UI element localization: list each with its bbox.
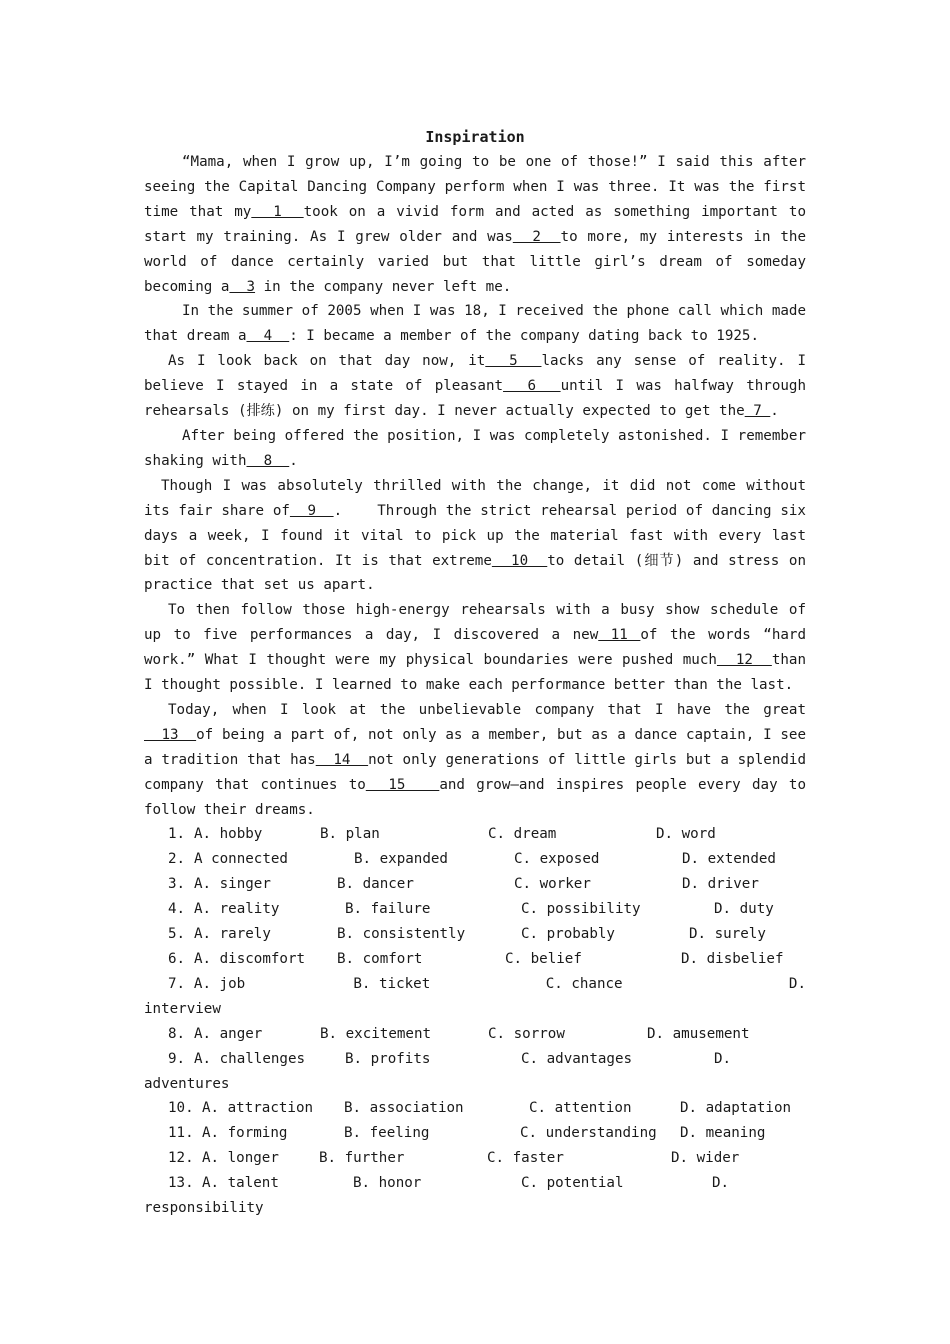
question-1 [144, 822, 806, 847]
option-c: C. chance [545, 975, 623, 992]
blank-2: 2 [512, 228, 561, 245]
option-c: C. dream [488, 826, 557, 843]
option-b: B. consistently [337, 926, 466, 943]
option-d: D. duty [714, 901, 774, 918]
text: of the words “hard work.” What I thought were my physical boundaries were pushed much [144, 627, 807, 669]
option-d: D. extended [682, 851, 776, 868]
question-13 [144, 1171, 806, 1196]
option-b: B. expanded [354, 851, 448, 868]
option-d: D. amusement [647, 1025, 750, 1042]
question-number: 7. [168, 975, 186, 992]
option-a: A. singer [194, 876, 271, 893]
question-11 [144, 1121, 806, 1146]
option-d: D. disbelief [681, 951, 784, 967]
option-d: D. [714, 1050, 732, 1067]
blank-14: 14 [315, 751, 369, 768]
text: of being a part of, not only as a member, but as a dance captain, I see a tradition that has [144, 726, 806, 768]
text: Today, when I look at the unbelievable company that I have the great [168, 701, 806, 718]
option-c: C. possibility [521, 901, 641, 918]
blank-1: 1 [251, 203, 304, 220]
option-c: C. worker [514, 876, 591, 893]
question-5 [144, 922, 806, 947]
option-a: A. talent [202, 1175, 279, 1192]
option-a: A. hobby [194, 826, 263, 843]
blank-3: 3 [229, 278, 256, 295]
blank-4: 4 [246, 328, 290, 345]
question-7 [144, 972, 806, 997]
text: not only generations of little girls but a splendid company that continues to [144, 751, 807, 793]
option-d: D. word [656, 826, 716, 843]
option-a: A connected [194, 851, 288, 868]
option-a: A. longer [202, 1150, 279, 1167]
question-12 [144, 1146, 806, 1171]
question-number: 13. [168, 1175, 194, 1192]
question-number: 6. [168, 951, 186, 967]
text: “Mama, when I grow up, I’m going to be one of those!” I said this after seeing the Capital Dancing Company perform when I was three. It was the first time that my [144, 154, 806, 220]
question-2 [144, 847, 806, 872]
question-7-wrap: interview [144, 1000, 221, 1017]
page-title: Inspiration [425, 128, 525, 146]
question-number: 12. [168, 1150, 194, 1167]
text: and grow—and inspires people every day to follow their dreams. [144, 776, 806, 818]
text: After being offered the position, I was completely astonished. I remember shaking with [144, 427, 806, 469]
option-c: C. potential [521, 1175, 624, 1192]
text: lacks any sense of reality. I believe I stayed in a state of pleasant [144, 353, 806, 395]
blank-5: 5 [485, 353, 542, 370]
text: . [289, 452, 298, 469]
question-number: 3. [168, 876, 186, 893]
text: took on a vivid form and acted as something important to start my training. As I grew older and was [144, 203, 806, 245]
text: than I thought possible. I learned to make each performance better than the last. [144, 652, 807, 694]
option-b: B. comfort [337, 951, 423, 967]
question-8 [144, 1022, 806, 1047]
question-list [144, 822, 806, 1221]
blank-6: 6 [503, 378, 561, 395]
paragraph-3 [144, 349, 806, 424]
question-3 [144, 872, 806, 897]
question-number: 9. [168, 1050, 186, 1067]
text: . Through the strict rehearsal period of dancing six days a week, I found it vital to pick up the material fast with every last bit of concentration. It is that extreme [144, 502, 815, 569]
option-b: B. association [344, 1100, 464, 1117]
option-a: A. challenges [194, 1050, 306, 1067]
text: until I was halfway through rehearsals (排练) on my first day. I never actually expected to get the [144, 378, 807, 420]
question-9 [144, 1047, 806, 1072]
option-b: B. further [319, 1150, 405, 1167]
option-b: B. failure [345, 901, 431, 918]
option-a: A. attraction [202, 1100, 314, 1117]
text: in the company never left me. [255, 278, 512, 295]
question-13-wrap: responsibility [144, 1200, 264, 1217]
option-c: C. understanding [520, 1125, 657, 1142]
option-b: B. plan [320, 826, 380, 843]
text: : I became a member of the company dating back to 1925. [289, 328, 760, 345]
text: To then follow those high-energy rehearsals with a busy show schedule of up to five performances a day, I discovered a new [144, 602, 806, 644]
question-10 [144, 1096, 806, 1121]
blank-7: 7 [744, 403, 771, 420]
option-a: A. job [193, 975, 246, 992]
question-number: 5. [168, 926, 186, 943]
blank-13: 13 [144, 726, 197, 743]
option-c: C. attention [529, 1100, 632, 1117]
option-c: C. belief [505, 951, 582, 967]
question-number: 4. [168, 901, 186, 918]
paragraph-5 [144, 474, 815, 599]
option-a: A. forming [202, 1125, 288, 1142]
option-c: C. sorrow [488, 1025, 565, 1042]
blank-9: 9 [289, 502, 334, 519]
question-number: 1. [168, 826, 186, 843]
option-a: A. anger [194, 1025, 263, 1042]
option-a: A. rarely [194, 926, 271, 943]
blank-10: 10 [491, 552, 548, 569]
blank-8: 8 [246, 452, 290, 469]
question-number: 11. [168, 1125, 194, 1142]
paragraph-1 [144, 150, 806, 299]
paragraph-4 [144, 424, 806, 474]
question-9-wrap: adventures [144, 1075, 230, 1092]
option-d: D. wider [671, 1150, 740, 1167]
option-b: B. feeling [344, 1125, 430, 1142]
blank-12: 12 [716, 652, 772, 669]
paragraph-7 [144, 698, 806, 823]
option-d: D. adaptation [680, 1100, 792, 1117]
passage [144, 150, 815, 1221]
paragraph-6 [144, 598, 806, 698]
option-b: B. ticket [353, 975, 431, 992]
option-b: B. dancer [337, 876, 414, 893]
paragraph-2 [144, 299, 806, 349]
option-a: A. reality [194, 901, 280, 918]
option-b: B. profits [345, 1050, 431, 1067]
blank-15: 15 [365, 776, 440, 793]
option-d: D. surely [689, 926, 766, 943]
text: As I look back on that day now, it [168, 353, 486, 370]
text: to more, my interests in the world of dance certainly varied but that little girl’s dream of someday becoming a [144, 228, 806, 295]
option-d: D. [712, 1175, 730, 1192]
option-c: C. exposed [514, 851, 600, 868]
question-6 [144, 947, 806, 972]
option-d: D. driver [682, 876, 759, 893]
option-c: C. advantages [521, 1050, 633, 1067]
option-a: A. discomfort [194, 951, 306, 967]
option-d: D. [788, 975, 806, 992]
text: . [770, 403, 779, 420]
question-4 [144, 897, 806, 922]
question-number: 10. [168, 1100, 194, 1117]
option-c: C. faster [487, 1150, 564, 1167]
text: to detail (细节) and stress on practice that set us apart. [144, 552, 806, 594]
question-number: 2. [168, 851, 186, 868]
option-b: B. honor [353, 1175, 422, 1192]
blank-11: 11 [598, 627, 641, 644]
text: In the summer of 2005 when I was 18, I received the phone call which made that dream a [144, 303, 806, 345]
text: Though I was absolutely thrilled with the change, it did not come without its fair share of [144, 477, 806, 519]
option-c: C. probably [521, 926, 615, 943]
option-b: B. excitement [320, 1025, 432, 1042]
question-number: 8. [168, 1025, 186, 1042]
option-d: D. meaning [680, 1125, 766, 1142]
